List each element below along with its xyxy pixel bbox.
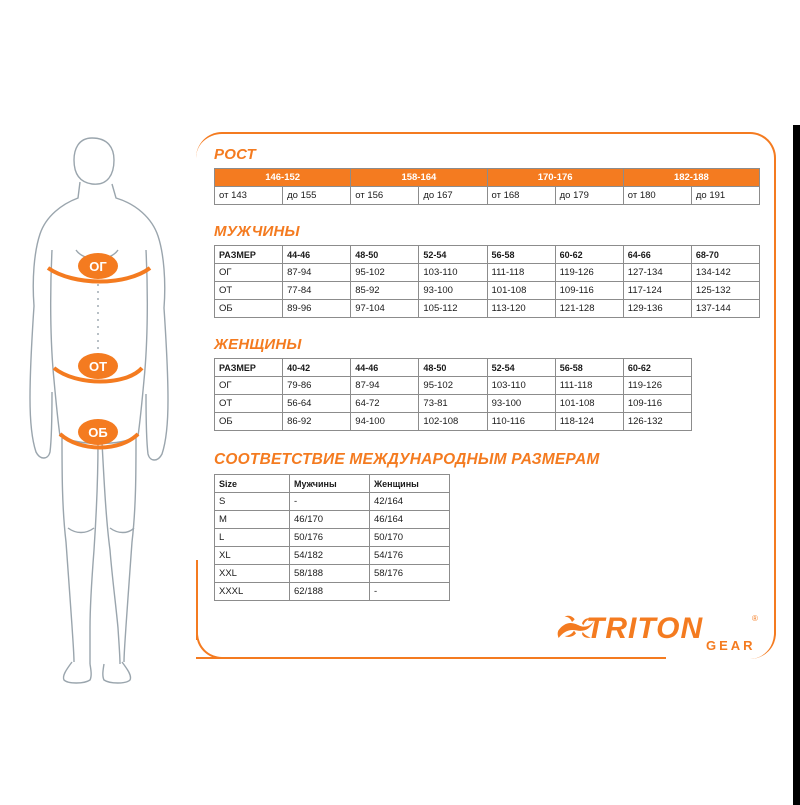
orange-frame-bottom-left-corner — [196, 633, 222, 659]
men-header-cell: 44-46 — [283, 246, 351, 264]
logo-wordmark: TRITON — [586, 612, 704, 645]
men-cell: 101-108 — [487, 282, 555, 300]
women-header-cell: 48-50 — [419, 359, 487, 377]
women-title: ЖЕНЩИНЫ — [214, 336, 302, 353]
height-range-cell: от 156 — [351, 187, 419, 205]
women-header-cell: РАЗМЕР — [215, 359, 283, 377]
table-row — [215, 529, 450, 547]
table-row — [215, 264, 760, 282]
women-table — [214, 358, 692, 431]
intl-women-cell: 54/176 — [370, 547, 450, 565]
women-cell: 94-100 — [351, 413, 419, 431]
men-cell: 125-132 — [691, 282, 759, 300]
logo-registered-mark: ® — [752, 614, 758, 623]
table-row — [215, 565, 450, 583]
height-group-cell: 182-188 — [623, 169, 759, 187]
hips-label: ОБ — [88, 425, 108, 440]
women-cell: 109-116 — [623, 395, 691, 413]
men-header-cell: 68-70 — [691, 246, 759, 264]
height-range-cell: до 179 — [555, 187, 623, 205]
international-title: СООТВЕТСТВИЕ МЕЖДУНАРОДНЫМ РАЗМЕРАМ — [214, 451, 600, 468]
men-row-label: ОТ — [215, 282, 283, 300]
men-row-label: ОБ — [215, 300, 283, 318]
table-row — [215, 187, 760, 205]
height-table — [214, 168, 760, 205]
men-header-cell: 52-54 — [419, 246, 487, 264]
table-row — [215, 475, 450, 493]
height-group-cell: 158-164 — [351, 169, 487, 187]
men-cell: 134-142 — [691, 264, 759, 282]
intl-women-cell: 58/176 — [370, 565, 450, 583]
intl-men-cell: - — [290, 493, 370, 511]
brand-logo — [556, 598, 766, 658]
women-cell: 95-102 — [419, 377, 487, 395]
men-cell: 121-128 — [555, 300, 623, 318]
men-cell: 89-96 — [283, 300, 351, 318]
intl-women-cell: 50/170 — [370, 529, 450, 547]
intl-women-cell: 42/164 — [370, 493, 450, 511]
men-header-cell: 48-50 — [351, 246, 419, 264]
height-range-cell: до 167 — [419, 187, 487, 205]
women-cell: 86-92 — [283, 413, 351, 431]
height-group-cell: 170-176 — [487, 169, 623, 187]
intl-header-cell: Size — [215, 475, 290, 493]
height-range-cell: от 143 — [215, 187, 283, 205]
women-cell: 79-86 — [283, 377, 351, 395]
intl-size-cell: L — [215, 529, 290, 547]
women-header-cell: 44-46 — [351, 359, 419, 377]
men-cell: 97-104 — [351, 300, 419, 318]
women-header-cell: 40-42 — [283, 359, 351, 377]
intl-size-cell: XL — [215, 547, 290, 565]
logo-subtitle: GEAR — [706, 638, 756, 653]
height-range-cell: до 155 — [283, 187, 351, 205]
men-header-cell: РАЗМЕР — [215, 246, 283, 264]
men-cell: 109-116 — [555, 282, 623, 300]
intl-men-cell: 58/188 — [290, 565, 370, 583]
international-table — [214, 474, 450, 601]
men-cell: 105-112 — [419, 300, 487, 318]
women-cell: 56-64 — [283, 395, 351, 413]
table-row — [215, 511, 450, 529]
men-cell: 129-136 — [623, 300, 691, 318]
women-header-cell: 52-54 — [487, 359, 555, 377]
women-section — [214, 336, 764, 431]
intl-size-cell: XXXL — [215, 583, 290, 601]
women-cell: 110-116 — [487, 413, 555, 431]
women-cell: 87-94 — [351, 377, 419, 395]
chest-label: ОГ — [89, 259, 107, 274]
women-cell: 103-110 — [487, 377, 555, 395]
waist-label: ОТ — [88, 359, 108, 374]
men-header-cell: 60-62 — [555, 246, 623, 264]
men-title: МУЖЧИНЫ — [214, 223, 300, 240]
intl-men-cell: 50/176 — [290, 529, 370, 547]
height-range-cell: от 168 — [487, 187, 555, 205]
intl-men-cell: 62/188 — [290, 583, 370, 601]
women-cell: 102-108 — [419, 413, 487, 431]
intl-size-cell: M — [215, 511, 290, 529]
women-cell: 111-118 — [555, 377, 623, 395]
men-cell: 111-118 — [487, 264, 555, 282]
men-cell: 117-124 — [623, 282, 691, 300]
table-row — [215, 282, 760, 300]
men-cell: 85-92 — [351, 282, 419, 300]
men-cell: 119-126 — [555, 264, 623, 282]
table-row — [215, 395, 692, 413]
height-title: РОСТ — [214, 146, 256, 163]
height-section — [214, 146, 764, 205]
men-cell: 77-84 — [283, 282, 351, 300]
table-row — [215, 377, 692, 395]
men-table — [214, 245, 760, 318]
men-cell: 103-110 — [419, 264, 487, 282]
intl-size-cell: XXL — [215, 565, 290, 583]
intl-size-cell: S — [215, 493, 290, 511]
women-cell: 126-132 — [623, 413, 691, 431]
table-row — [215, 359, 692, 377]
men-cell: 93-100 — [419, 282, 487, 300]
women-row-label: ОТ — [215, 395, 283, 413]
men-cell: 87-94 — [283, 264, 351, 282]
men-header-cell: 64-66 — [623, 246, 691, 264]
women-cell: 118-124 — [555, 413, 623, 431]
men-cell: 95-102 — [351, 264, 419, 282]
intl-women-cell: - — [370, 583, 450, 601]
tables-container — [214, 146, 764, 615]
women-cell: 64-72 — [351, 395, 419, 413]
intl-men-cell: 54/182 — [290, 547, 370, 565]
intl-men-cell: 46/170 — [290, 511, 370, 529]
men-cell: 137-144 — [691, 300, 759, 318]
men-row-label: ОГ — [215, 264, 283, 282]
women-row-label: ОБ — [215, 413, 283, 431]
women-header-cell: 60-62 — [623, 359, 691, 377]
height-range-cell: до 191 — [691, 187, 759, 205]
women-cell: 73-81 — [419, 395, 487, 413]
men-header-cell: 56-58 — [487, 246, 555, 264]
women-cell: 93-100 — [487, 395, 555, 413]
table-row — [215, 547, 450, 565]
height-group-cell: 146-152 — [215, 169, 351, 187]
table-row — [215, 246, 760, 264]
right-black-edge — [793, 125, 800, 805]
women-cell: 101-108 — [555, 395, 623, 413]
table-row — [215, 583, 450, 601]
intl-header-cell: Женщины — [370, 475, 450, 493]
intl-header-cell: Мужчины — [290, 475, 370, 493]
international-section — [214, 451, 764, 601]
women-header-cell: 56-58 — [555, 359, 623, 377]
table-row — [215, 493, 450, 511]
men-cell: 127-134 — [623, 264, 691, 282]
table-row — [215, 169, 760, 187]
table-row — [215, 413, 692, 431]
women-row-label: ОГ — [215, 377, 283, 395]
height-range-cell: от 180 — [623, 187, 691, 205]
men-section — [214, 223, 764, 318]
men-cell: 113-120 — [487, 300, 555, 318]
table-row — [215, 300, 760, 318]
intl-women-cell: 46/164 — [370, 511, 450, 529]
body-figure — [18, 130, 198, 690]
women-cell: 119-126 — [623, 377, 691, 395]
left-margin — [0, 0, 8, 800]
